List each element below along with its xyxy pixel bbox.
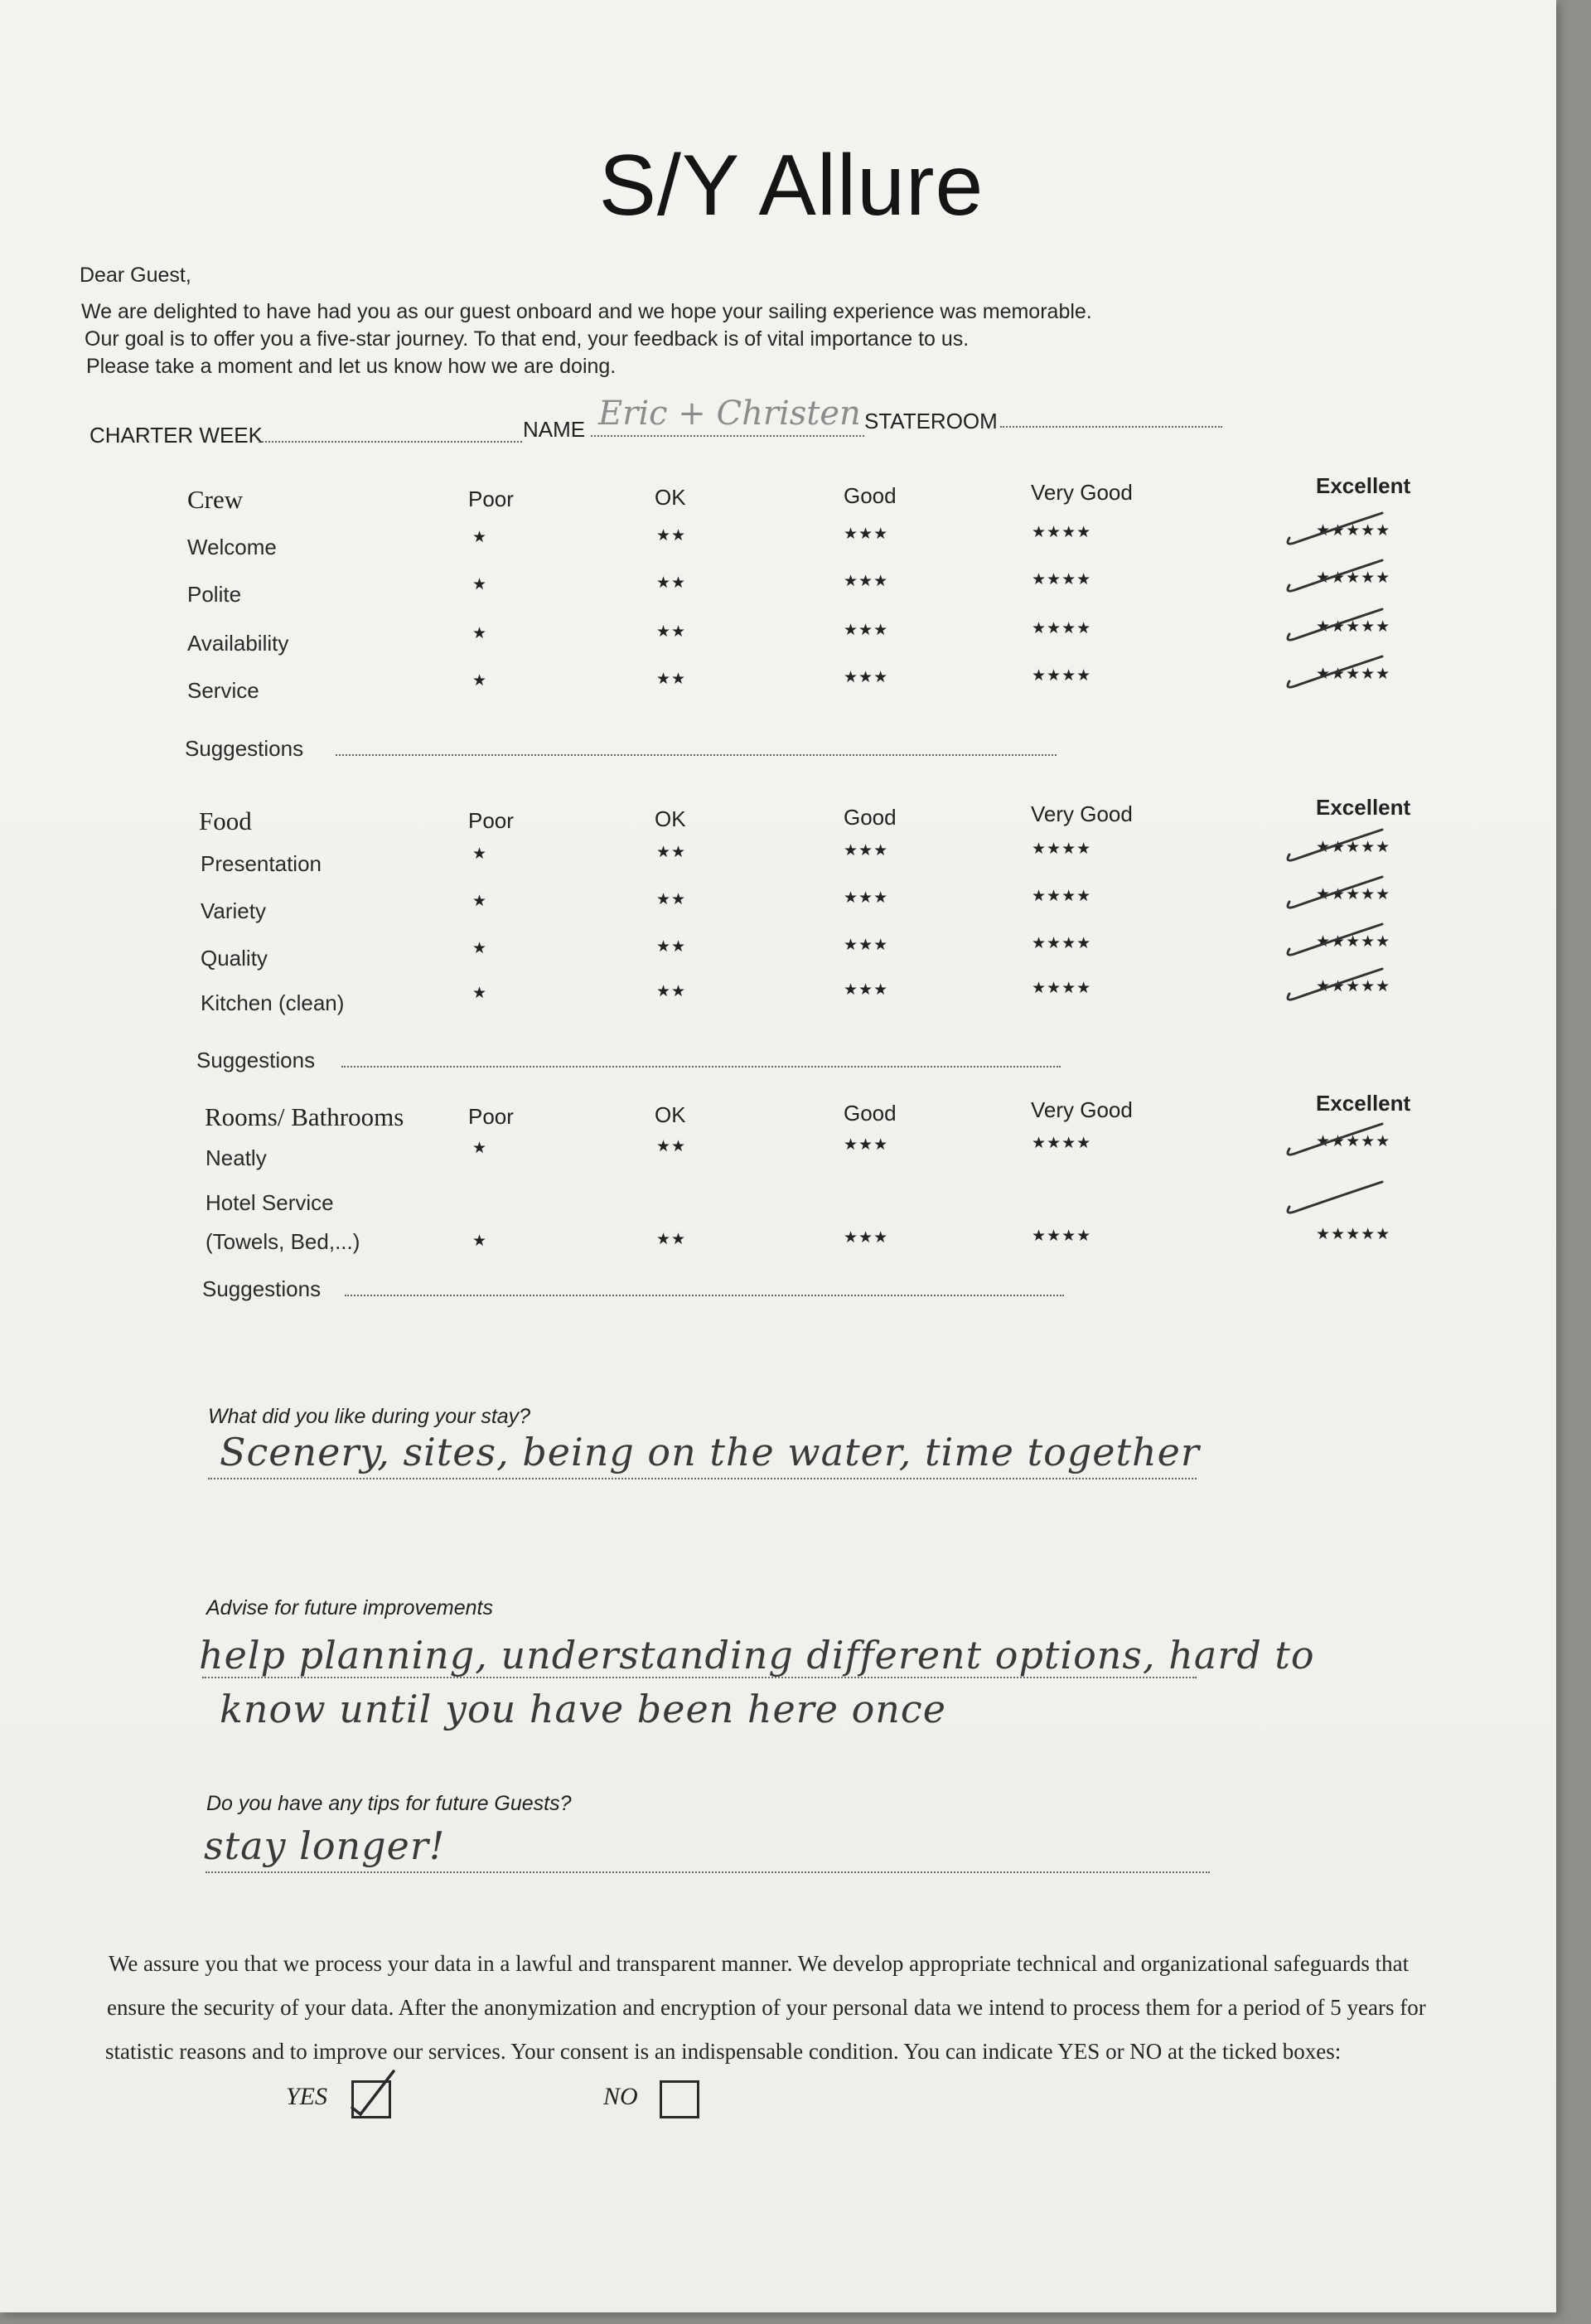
checkmark-icon [1283, 961, 1399, 1010]
question-label: Advise for future improvements [206, 1596, 493, 1620]
intro-line: Please take a moment and let us know how we are doing. [86, 355, 617, 378]
rating-option-selected[interactable]: ★★★★★ [1316, 617, 1390, 637]
rating-option-selected[interactable]: ★★★★★ [1316, 521, 1390, 540]
rating-option-selected[interactable]: ★★★★★ [1316, 885, 1390, 904]
stateroom-field[interactable] [1000, 426, 1222, 428]
rating-option[interactable]: ★★ [656, 891, 687, 908]
rating-option[interactable]: ★★★ [844, 937, 889, 954]
rating-option[interactable]: ★★ [656, 938, 687, 956]
column-header: OK [655, 806, 686, 831]
column-header: Good [844, 805, 897, 830]
rating-option[interactable]: ★★★ [844, 1136, 889, 1154]
column-header: OK [655, 485, 686, 510]
rating-option[interactable]: ★ [472, 940, 488, 957]
suggestions-label: Suggestions [202, 1276, 322, 1301]
section-title: Food [199, 806, 252, 835]
checkmark-icon [1283, 916, 1399, 966]
column-header: Very Good [1031, 801, 1133, 826]
rating-option[interactable]: ★★★★ [1032, 935, 1092, 952]
intro-line: Our goal is to offer you a five-star journey. To that end, your feedback is of vital importance to us. [85, 327, 970, 351]
answer-text[interactable]: Scenery, sites, being on the water, time together [220, 1430, 1200, 1474]
row-label: Presentation [201, 851, 322, 876]
column-header: Excellent [1316, 1091, 1411, 1116]
question-label: What did you like during your stay? [208, 1405, 531, 1428]
checkmark-icon [1283, 601, 1399, 651]
no-checkbox[interactable] [660, 2080, 699, 2118]
rating-option[interactable]: ★★★ [844, 622, 889, 639]
yes-label: YES [286, 2083, 328, 2110]
rating-option[interactable]: ★★ [656, 623, 687, 641]
consent-text: We assure you that we process your data in a lawful and transparent manner. We develop appropriate technical and organizational safeguards that [109, 1951, 1410, 1976]
column-header: Excellent [1316, 473, 1411, 498]
suggestions-field[interactable] [336, 754, 1057, 756]
rating-option-selected[interactable]: ★★★★★ [1316, 932, 1390, 951]
question-label: Do you have any tips for future Guests? [206, 1792, 572, 1815]
rating-option[interactable]: ★★ [656, 527, 687, 545]
column-header: Very Good [1031, 480, 1133, 505]
row-label: Availability [187, 631, 289, 656]
column-header: Very Good [1031, 1097, 1133, 1122]
consent-text: statistic reasons and to improve our services. Your consent is an indispensable condition. You can indicate YES or NO at the ticked boxes: [105, 2039, 1342, 2064]
greeting: Dear Guest, [80, 264, 191, 287]
rating-option[interactable]: ★★★★ [1032, 840, 1092, 858]
row-label: Neatly [206, 1145, 267, 1170]
rating-option[interactable]: ★★ [656, 844, 687, 861]
suggestions-label: Suggestions [185, 736, 304, 761]
rating-option[interactable]: ★★★ [844, 842, 889, 859]
column-header: Poor [468, 487, 514, 511]
rating-option[interactable]: ★★★ [844, 981, 889, 999]
row-label: Welcome [187, 535, 277, 559]
row-label: Hotel Service [206, 1190, 334, 1215]
rating-option[interactable]: ★ [472, 529, 488, 546]
rating-option[interactable]: ★ [472, 985, 488, 1002]
page-title: S/Y Allure [598, 138, 984, 234]
rating-option[interactable]: ★★ [656, 1231, 687, 1248]
rating-option[interactable]: ★★★★ [1032, 620, 1092, 637]
rating-option-selected[interactable]: ★★★★★ [1316, 1225, 1390, 1244]
row-label: Variety [201, 898, 266, 923]
section-title: Rooms/ Bathrooms [205, 1102, 404, 1131]
rating-option[interactable]: ★★★★ [1032, 980, 1092, 997]
row-label: Service [187, 678, 259, 703]
no-label: NO [603, 2083, 638, 2110]
suggestions-field[interactable] [341, 1066, 1061, 1068]
rating-option[interactable]: ★★★ [844, 669, 889, 686]
column-header: Good [844, 483, 897, 508]
charter-week-field[interactable] [259, 441, 522, 443]
row-label: Polite [187, 582, 242, 607]
rating-option[interactable]: ★★ [656, 671, 687, 688]
rating-option[interactable]: ★ [472, 576, 488, 593]
rating-option[interactable]: ★ [472, 845, 488, 863]
answer-line [208, 1478, 1197, 1479]
rating-option[interactable]: ★★★ [844, 1229, 889, 1247]
answer-text[interactable]: know until you have been here once [220, 1687, 946, 1731]
checkmark-icon [1283, 1116, 1399, 1165]
row-label: (Towels, Bed,...) [206, 1229, 360, 1254]
rating-option-selected[interactable]: ★★★★★ [1316, 665, 1390, 684]
rating-option[interactable]: ★★ [656, 574, 687, 592]
rating-option[interactable]: ★ [472, 1140, 488, 1157]
row-label: Kitchen (clean) [201, 990, 345, 1015]
column-header: Poor [468, 1104, 514, 1129]
rating-option[interactable]: ★ [472, 672, 488, 690]
rating-option[interactable]: ★ [472, 893, 488, 910]
rating-option[interactable]: ★★★★ [1032, 524, 1092, 541]
column-header: Poor [468, 808, 514, 833]
section-title: Crew [187, 485, 244, 514]
rating-option[interactable]: ★★★ [844, 525, 889, 543]
rating-option[interactable]: ★ [472, 1232, 488, 1250]
column-header: Excellent [1316, 795, 1411, 820]
answer-text[interactable]: stay longer! [204, 1823, 446, 1868]
rating-option[interactable]: ★ [472, 625, 488, 642]
name-field[interactable] [591, 435, 864, 437]
suggestions-label: Suggestions [196, 1048, 316, 1072]
name-label: NAME [523, 417, 586, 442]
charter-week-label: CHARTER WEEK [89, 423, 263, 448]
rating-option-selected[interactable]: ★★★★★ [1316, 838, 1390, 857]
rating-option-selected[interactable]: ★★★★★ [1316, 977, 1390, 996]
rating-option[interactable]: ★★★★ [1032, 888, 1092, 905]
checkmark-icon [1283, 1174, 1399, 1223]
column-header: Good [844, 1101, 897, 1126]
rating-option[interactable]: ★★ [656, 983, 687, 1000]
rating-option[interactable]: ★★★ [844, 889, 889, 907]
column-header: OK [655, 1102, 686, 1127]
row-label: Quality [201, 946, 268, 971]
rating-option[interactable]: ★★★★ [1032, 1227, 1092, 1245]
checkmark-icon [1283, 648, 1399, 698]
checkmark-icon [1283, 869, 1399, 918]
rating-option[interactable]: ★★★★ [1032, 571, 1092, 588]
name-value: Eric + Christen [598, 395, 861, 433]
suggestions-field[interactable] [345, 1295, 1064, 1296]
checkmark-icon [1283, 821, 1399, 871]
checkmark-icon [1283, 552, 1399, 602]
intro-line: We are delighted to have had you as our guest onboard and we hope your sailing experience was memorable. [81, 300, 1092, 323]
answer-line [206, 1871, 1210, 1873]
rating-option[interactable]: ★★★★ [1032, 667, 1092, 685]
rating-option[interactable]: ★★ [656, 1138, 687, 1155]
rating-option-selected[interactable]: ★★★★★ [1316, 1132, 1390, 1151]
rating-option-selected[interactable]: ★★★★★ [1316, 569, 1390, 588]
stateroom-label: STATEROOM [864, 409, 998, 433]
checkmark-icon [1283, 505, 1399, 554]
rating-option[interactable]: ★★★ [844, 573, 889, 590]
rating-option[interactable]: ★★★★ [1032, 1135, 1092, 1152]
checkmark-icon [349, 2068, 399, 2118]
consent-text: ensure the security of your data. After the anonymization and encryption of your personal data we intend to process them for a period of 5 years for [107, 1995, 1426, 2020]
answer-text[interactable]: help planning, understanding different options, hard to [199, 1633, 1315, 1678]
yes-checkbox[interactable] [351, 2080, 391, 2118]
